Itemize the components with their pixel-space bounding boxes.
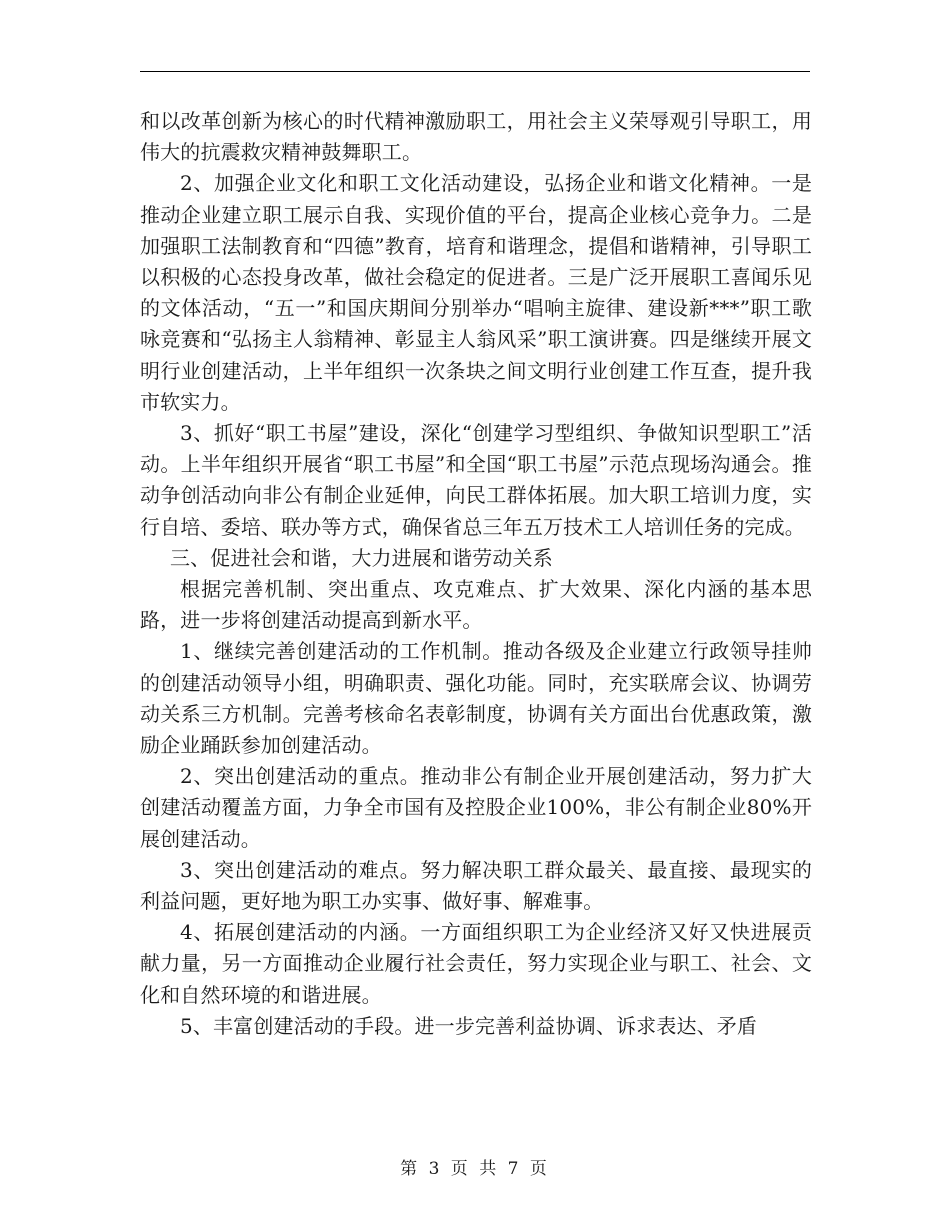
- paragraph-7: 2、突出创建活动的重点。推动非公有制企业开展创建活动，努力扩大创建活动覆盖方面，力争全市国有及控股企业100%，非公有制企业80%开展创建活动。: [140, 764, 812, 851]
- paragraph-10: 5、丰富创建活动的手段。进一步完善利益协调、诉求表达、矛盾: [180, 1013, 758, 1038]
- paragraph-6: 1、继续完善创建活动的工作机制。推动各级及企业建立行政领导挂帅的创建活动领导小组，明确职责、强化功能。同时，充实联席会议、协调劳动关系三方机制。完善考核命名表彰制度，协调有关方面出台优惠政策，激励企业踊跃参加创建活动。: [140, 639, 812, 758]
- paragraph-1: 和以改革创新为核心的时代精神激励职工，用社会主义荣辱观引导职工，用伟大的抗震救灾精神鼓舞职工。: [140, 109, 812, 165]
- paragraph-9: 4、拓展创建活动的内涵。一方面组织职工为企业经济又好又快进展贡献力量，另一方面推动企业履行社会责任，努力实现企业与职工、社会、文化和自然环境的和谐进展。: [140, 920, 812, 1007]
- paragraph-8: 3、突出创建活动的难点。努力解决职工群众最关、最直接、最现实的利益问题，更好地为职工办实事、做好事、解难事。: [140, 857, 812, 914]
- paragraph-2: 2、加强企业文化和职工文化活动建设，弘扬企业和谐文化精神。一是推动企业建立职工展示自我、实现价值的平台，提高企业核心竞争力。二是加强职工法制教育和“四德”教育，培育和谐理念，提倡和谐精神，引导职工以积极的心态投身改革，做社会稳定的促进者。三是广泛开展职工喜闻乐见的文体活动，“五一”和国庆期间分别举办“唱响主旋律、建设新***”职工歌咏竞赛和“弘扬主人翁精神、彰显主人翁风采”职工演讲赛。四是继续开展文明行业创建活动，上半年组织一次条块之间文明行业创建工作互查，提升我市软实力。: [140, 171, 812, 414]
- section-heading: 三、促进社会和谐，大力进展和谐劳动关系: [170, 545, 553, 570]
- paragraph-5: 根据完善机制、突出重点、攻克难点、扩大效果、深化内涵的基本思路，进一步将创建活动提高到新水平。: [140, 577, 812, 633]
- header-rule: [140, 71, 810, 72]
- page-number-footer: 第 3 页 共 7 页: [400, 1159, 550, 1179]
- paragraph-3: 3、抓好“职工书屋”建设，深化“创建学习型组织、争做知识型职工”活动。上半年组织开展省“职工书屋”和全国“职工书屋”示范点现场沟通会。推动争创活动向非公有制企业延伸，向民工群体拓展。加大职工培训力度，实行自培、委培、联办等方式，确保省总三年五万技术工人培训任务的完成。: [140, 421, 812, 539]
- document-body: [140, 106, 812, 1042]
